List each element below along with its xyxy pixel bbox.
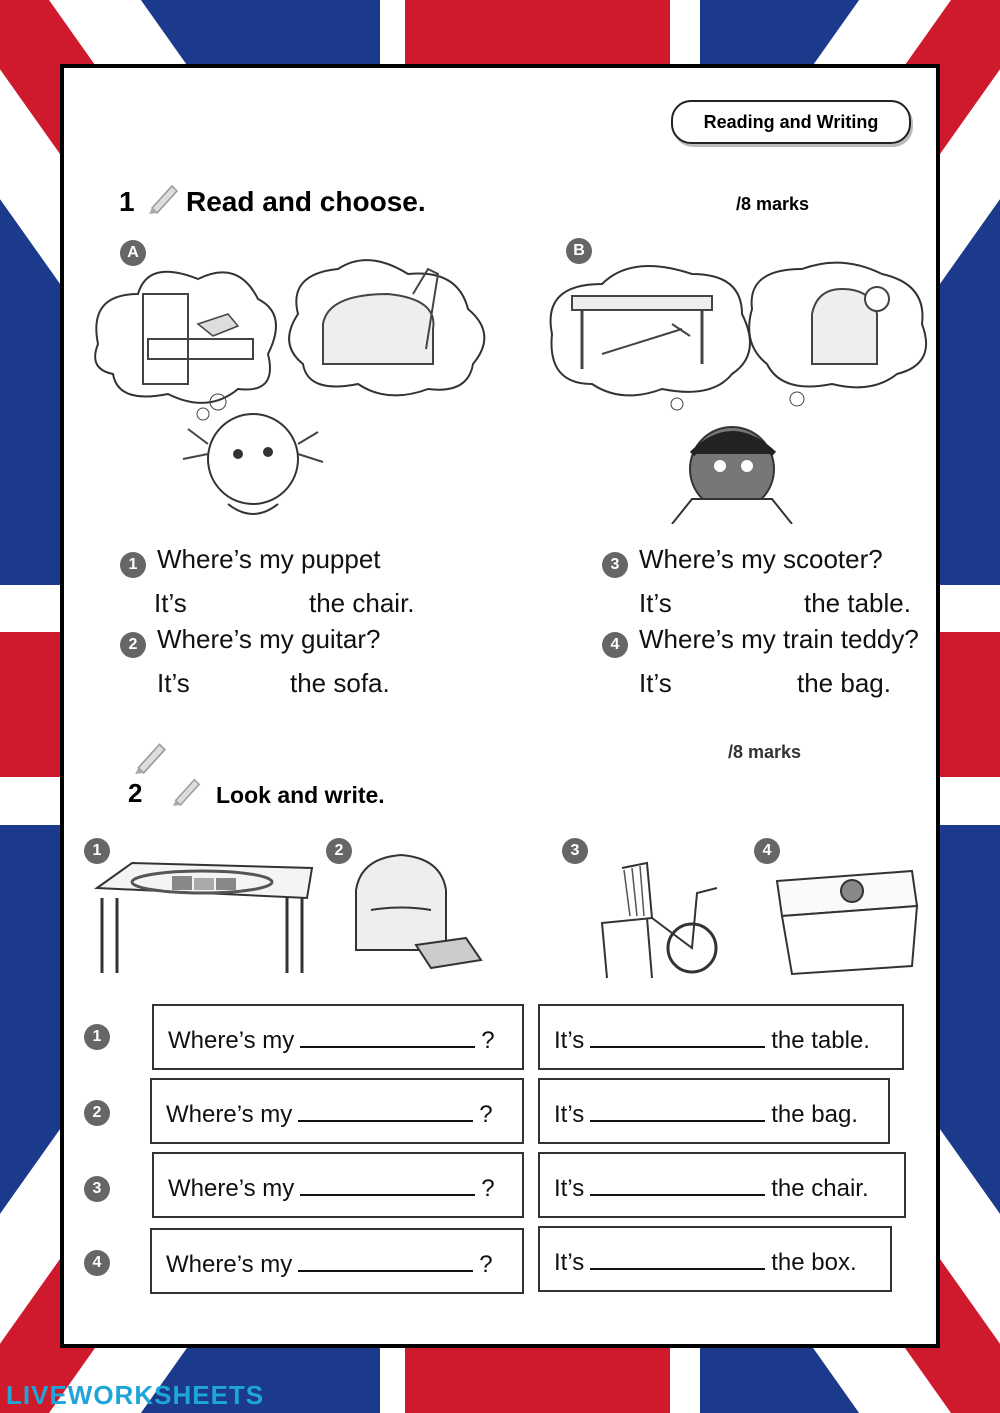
ex2-picture-number-2: 2 (326, 838, 352, 864)
ex2-question-start-3: Where’s my (168, 1175, 295, 1202)
ex1-answer-end-2: the sofa. (290, 668, 390, 698)
ex2-answer-blank-1[interactable] (590, 1024, 765, 1048)
ex2-question-end-2: ? (479, 1101, 493, 1128)
pencil-icon (170, 774, 202, 806)
ex2-answer-box-4 (538, 1226, 892, 1292)
section-tag: Reading and Writing (671, 100, 911, 144)
ex2-row-number-1: 1 (84, 1024, 110, 1050)
ex2-answer-start-1: It’s (554, 1027, 585, 1054)
ex2-question-blank-4[interactable] (298, 1248, 473, 1272)
exercise2-number: 2 (128, 778, 143, 808)
ex1-answer-start-2: It’s (157, 668, 190, 698)
exercise2-marks: /8 marks (728, 742, 802, 762)
ex2-question-start-1: Where’s my (168, 1027, 295, 1054)
ex2-question-end-4: ? (479, 1251, 493, 1278)
girl-thinking-illustration (88, 254, 508, 524)
ex1-item-number-1: 1 (120, 552, 146, 578)
ex2-row-number-2: 2 (84, 1100, 110, 1126)
ex1-item-number-2: 2 (120, 632, 146, 658)
ex2-question-box-2 (150, 1078, 524, 1144)
ex2-answer-blank-3[interactable] (590, 1172, 765, 1196)
ex2-answer-box-3 (538, 1152, 906, 1218)
ex1-answer-start-3: It’s (639, 588, 672, 618)
ex2-answer-blank-4[interactable] (590, 1246, 765, 1270)
ex1-question-2: Where’s my guitar? (157, 624, 381, 654)
ex2-question-blank-1[interactable] (300, 1024, 475, 1048)
ex2-question-box-4 (150, 1228, 524, 1294)
boy-thinking-illustration (542, 254, 942, 524)
train-on-table-picture (92, 858, 317, 978)
worksheet-page (60, 64, 940, 1348)
ex2-answer-start-4: It’s (554, 1249, 585, 1276)
ex1-question-4: Where’s my train teddy? (639, 624, 919, 654)
exercise1-marks: /8 marks (736, 194, 810, 214)
ex2-row-number-4: 4 (84, 1250, 110, 1276)
ex2-question-box-3 (152, 1152, 524, 1218)
ex2-answer-end-4: the box. (771, 1249, 857, 1276)
tablet-by-bag-picture (346, 850, 486, 975)
ex2-answer-start-3: It’s (554, 1175, 585, 1202)
ball-in-box-picture (772, 866, 922, 978)
ex1-answer-end-3: the table. (804, 588, 911, 618)
ex2-answer-end-3: the chair. (771, 1175, 869, 1202)
exercise1-number: 1 (119, 186, 135, 217)
ex2-answer-end-1: the table. (771, 1027, 870, 1054)
ex2-question-box-1 (152, 1004, 524, 1070)
ex1-question-3: Where’s my scooter? (639, 544, 883, 574)
ex2-row-number-3: 3 (84, 1176, 110, 1202)
ex2-question-blank-3[interactable] (300, 1172, 475, 1196)
ex2-answer-blank-2[interactable] (590, 1098, 765, 1122)
ex1-question-1: Where’s my puppet (157, 544, 381, 574)
ex1-answer-start-1: It’s (154, 588, 187, 618)
ex2-answer-box-1 (538, 1004, 904, 1070)
exercise2-title: Look and write. (216, 782, 385, 808)
ex1-answer-end-4: the bag. (797, 668, 891, 698)
ex2-picture-number-1: 1 (84, 838, 110, 864)
ex2-answer-end-2: the bag. (771, 1101, 858, 1128)
bike-by-chair-picture (592, 858, 722, 983)
picture-label-b: B (566, 238, 592, 264)
ex2-question-start-2: Where’s my (166, 1101, 293, 1128)
ex2-picture-number-3: 3 (562, 838, 588, 864)
ex2-question-end-1: ? (481, 1027, 495, 1054)
ex1-item-number-3: 3 (602, 552, 628, 578)
ex1-answer-start-4: It’s (639, 668, 672, 698)
pencil-icon (146, 180, 180, 214)
ex2-question-start-4: Where’s my (166, 1251, 293, 1278)
picture-label-a: A (120, 240, 146, 266)
liveworksheets-watermark: LIVEWORKSHEETS (6, 1380, 265, 1410)
ex2-picture-number-4: 4 (754, 838, 780, 864)
ex1-answer-end-1: the chair. (309, 588, 415, 618)
exercise1-title: Read and choose. (186, 186, 426, 217)
ex2-answer-start-2: It’s (554, 1101, 585, 1128)
pencil-icon (132, 738, 168, 774)
ex2-question-end-3: ? (481, 1175, 495, 1202)
ex1-item-number-4: 4 (602, 632, 628, 658)
ex2-question-blank-2[interactable] (298, 1098, 473, 1122)
ex2-answer-box-2 (538, 1078, 890, 1144)
